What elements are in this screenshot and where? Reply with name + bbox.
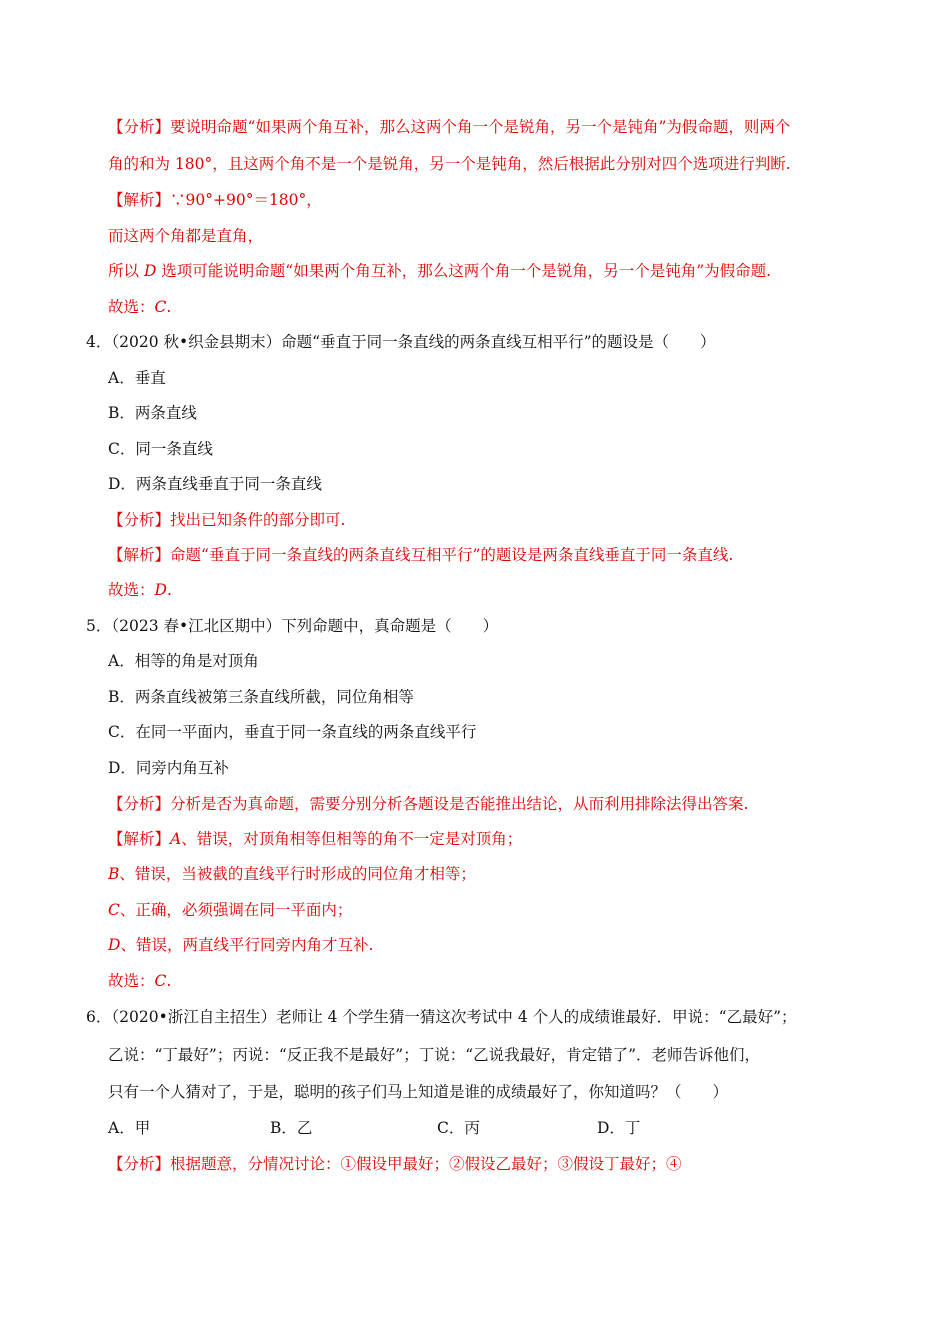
question-number: 5． <box>86 617 112 635</box>
question-number: 4． <box>86 333 112 351</box>
answer-letter: C <box>154 298 167 316</box>
q5-option-c: C．在同一平面内，垂直于同一条直线的两条直线平行 <box>108 723 477 741</box>
q6-option-d: D．丁 <box>597 1119 641 1137</box>
answer-suffix: . <box>166 581 172 599</box>
analysis-tag: 【分析】 <box>108 1155 171 1173</box>
q5-analysis <box>108 794 748 814</box>
q4-option-d: D．两条直线垂直于同一条直线 <box>108 475 322 493</box>
q4-analysis <box>108 510 345 530</box>
solution-text: 、错误，当被截的直线平行时形成的同位角才相等； <box>119 865 476 883</box>
q6-option-c: C．丙 <box>437 1119 480 1137</box>
q3-analysis-line-2: 角的和为 180°，且这两个角不是一个是锐角，另一个是钝角，然后根据此分别对四个选项进行判断. <box>108 155 791 173</box>
q6-option-b: B．乙 <box>270 1119 313 1137</box>
q5-option-d: D．同旁内角互补 <box>108 759 229 777</box>
q6-stem-line-2: 乙说：“丁最好”；丙说：“反正我不是最好”；丁说：“乙说我最好，肯定错了”．老师告诉他们， <box>108 1046 761 1064</box>
solution-text-pre: 所以 <box>108 262 144 280</box>
answer-prefix: 故选： <box>108 581 155 599</box>
answer-letter: C <box>154 972 167 990</box>
answer-suffix: . <box>166 972 172 990</box>
option-letter: D <box>108 936 121 954</box>
solution-tag: 【解析】 <box>108 546 171 564</box>
q3-analysis-line-1 <box>108 117 790 137</box>
q6-option-a: A．甲 <box>108 1119 151 1137</box>
solution-text: 命题“垂直于同一条直线的两条直线互相平行”的题设是两条直线垂直于同一条直线. <box>170 546 734 564</box>
q4-option-c: C．同一条直线 <box>108 440 213 458</box>
question-number: 6． <box>86 1008 112 1026</box>
q5-stem <box>86 616 498 636</box>
analysis-tag: 【分析】 <box>108 795 171 813</box>
q5-solution-b <box>108 864 476 884</box>
q6-analysis <box>108 1154 682 1174</box>
solution-text: 、错误，两直线平行同旁内角才互补. <box>120 936 374 954</box>
q4-solution <box>108 545 733 565</box>
q4-option-b: B．两条直线 <box>108 404 197 422</box>
option-letter: C <box>108 901 120 919</box>
option-letter: B <box>108 865 120 883</box>
q4-option-a: A．垂直 <box>108 369 166 387</box>
analysis-tag: 【分析】 <box>108 511 171 529</box>
q4-answer <box>108 580 172 600</box>
analysis-text: 分析是否为真命题，需要分别分析各题设是否能推出结论，从而利用排除法得出答案. <box>170 795 749 813</box>
analysis-text: 根据题意，分情况讨论：①假设甲最好；②假设乙最好；③假设丁最好；④ <box>170 1155 682 1173</box>
answer-suffix: . <box>166 298 172 316</box>
solution-text: 、正确，必须强调在同一平面内； <box>119 901 353 919</box>
answer-prefix: 故选： <box>108 972 155 990</box>
q3-solution-line-3 <box>108 261 771 281</box>
answer-prefix: 故选： <box>108 298 155 316</box>
solution-text: ∵90°+90°＝180°， <box>170 191 322 209</box>
option-letter: D <box>143 262 157 280</box>
q3-solution-line-1 <box>108 190 322 210</box>
q5-solution-c <box>108 900 352 920</box>
solution-text-post: 选项可能说明命题“如果两个角互补，那么这两个角一个是锐角，另一个是钝角”为假命题. <box>156 262 772 280</box>
q5-option-a: A．相等的角是对顶角 <box>108 652 259 670</box>
q3-answer <box>108 297 171 317</box>
q5-solution-d <box>108 935 373 955</box>
question-text: （2020 秋•织金县期末）命题“垂直于同一条直线的两条直线互相平行”的题设是（ ） <box>111 333 716 351</box>
analysis-text: 找出已知条件的部分即可. <box>170 511 346 529</box>
solution-tag: 【解析】 <box>108 830 171 848</box>
q3-solution-line-2: 而这两个角都是直角， <box>108 227 264 245</box>
analysis-text: 要说明命题“如果两个角互补，那么这两个角一个是锐角，另一个是钝角”为假命题，则两个 <box>170 118 791 136</box>
question-text: （2020•浙江自主招生）老师让 4 个学生猜一猜这次考试中 4 个人的成绩谁最好．甲说：“乙最好”； <box>111 1008 797 1026</box>
q5-option-b: B．两条直线被第三条直线所截，同位角相等 <box>108 688 414 706</box>
q5-answer <box>108 971 171 991</box>
q4-stem <box>86 332 716 352</box>
solution-tag: 【解析】 <box>108 191 171 209</box>
solution-text: 、错误，对顶角相等但相等的角不一定是对顶角； <box>181 830 523 848</box>
answer-letter: D <box>154 581 167 599</box>
q5-solution-a <box>108 829 522 849</box>
analysis-tag: 【分析】 <box>108 118 171 136</box>
q6-stem-line-3: 只有一个人猜对了，于是，聪明的孩子们马上知道是谁的成绩最好了，你知道吗？（ ） <box>108 1083 729 1101</box>
q6-stem-line-1 <box>86 1007 797 1027</box>
option-letter: A <box>170 830 182 848</box>
question-text: （2023 春•江北区期中）下列命题中，真命题是（ ） <box>111 617 499 635</box>
